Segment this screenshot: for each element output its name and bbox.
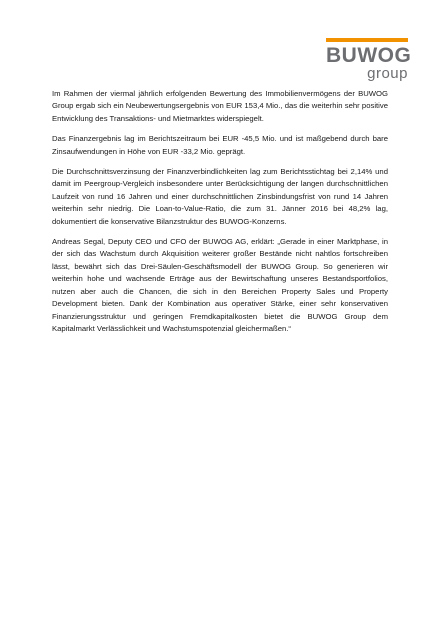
paragraph-interest-rate: Die Durchschnittsverzinsung der Finanzverbindlichkeiten lag zum Berichtsstichtag bei 2,14% und damit im Peergroup-Vergleich insbesondere unter Berücksichtigung der langen durchschnittlichen Laufzeit von rund 16 Jahren und einer durchschnittlichen Zinsbindungsfrist von rund 14 Jahren weiterhin sehr niedrig. Die Loan-to-Value-Ratio, die zum 31. Jänner 2016 bei 48,2% lag, dokumentiert die konservative Bilanzstruktur des BUWOG-Konzerns. bbox=[52, 167, 388, 226]
logo-accent-bar bbox=[326, 38, 408, 42]
logo-sub-text: group bbox=[367, 65, 408, 82]
buwog-group-logo bbox=[326, 38, 412, 82]
paragraph-quote: Andreas Segal, Deputy CEO und CFO der BUWOG AG, erklärt: „Gerade in einer Marktphase, in der sich das Wachstum durch Akquisition weiterer großer Bestände nicht nahtlos fortschreiben lässt, bewährt sich das Drei-Säulen-Geschäftsmodell der BUWOG Group. So generieren wir weiterhin hohe und wachsende Erträge aus der Bewirtschaftung unseres Bestandsportfolios, nutzen aber auch die Chancen, die sich in den Bereichen Property Sales und Property Development bieten. Dank der Kombination aus operativer Stärke, einer sehr konservativen Finanzierungsstruktur und geringen Fremdkapitalkosten bietet die BUWOG Group dem Kapitalmarkt Verlässlichkeit und Wachstumspotenzial gleichermaßen.“ bbox=[52, 237, 388, 333]
paragraph-financial-result: Das Finanzergebnis lag im Berichtszeitraum bei EUR -45,5 Mio. und ist maßgebend durch bare Zinsaufwendungen in Höhe von EUR -33,2 Mio. geprägt. bbox=[52, 134, 388, 156]
document-body bbox=[52, 88, 388, 343]
paragraph-revaluation: Im Rahmen der viermal jährlich erfolgenden Bewertung des Immobilienvermögens der BUWOG Group ergab sich ein Neubewertungsergebnis von EUR 153,4 Mio., das die weiterhin sehr positive Entwicklung des Transaktions- und Mietmarktes widerspiegelt. bbox=[52, 89, 388, 123]
logo-brand-text: BUWOG bbox=[326, 44, 412, 67]
